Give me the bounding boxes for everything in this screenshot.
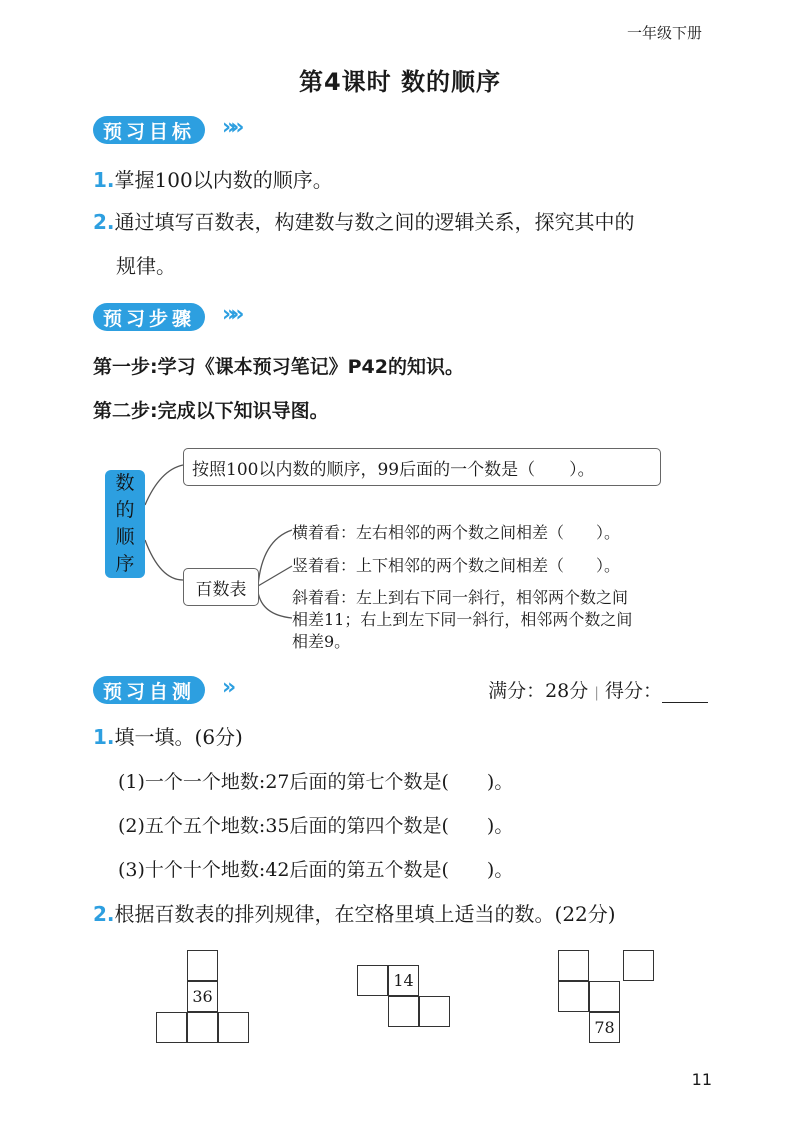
divider: | [594, 685, 599, 701]
goal-number: 1. [93, 168, 115, 192]
root-char: 顺 [115, 526, 135, 548]
mindmap-hundred-chart [183, 568, 259, 606]
question-1-item-2[interactable]: (2)五个五个地数:35后面的第四个数是( )。 [118, 815, 514, 837]
section-tag-label: 预习步骤 [103, 307, 196, 330]
grade-label: 一年级下册 [626, 24, 702, 42]
top-branch-text: 按照100以内数的顺序，99后面的一个数是（ ）。 [192, 459, 595, 480]
step-2: 第二步:完成以下知识导图。 [93, 400, 329, 422]
page-title: 第4课时 数的顺序 [298, 68, 502, 96]
section-tag-test [93, 676, 205, 704]
question-text: 填一填。(6分) [114, 725, 243, 749]
goal-text: 通过填写百数表，构建数与数之间的逻辑关系，探究其中的 [114, 210, 635, 234]
root-char: 数 [115, 472, 135, 494]
grid-cell[interactable] [156, 1012, 187, 1043]
question-number: 2. [93, 902, 115, 926]
mindmap-top-branch [183, 448, 661, 486]
hundred-chart-label: 百数表 [195, 579, 247, 600]
grid-cell-given: 36 [187, 981, 218, 1012]
mindmap-diagonal-2: 相差11；右上到左下同一斜行，相邻两个数之间 [292, 610, 633, 629]
score-blank[interactable] [662, 684, 708, 703]
grid-cell[interactable] [187, 950, 218, 981]
grid-cell-given: 14 [388, 965, 419, 996]
grid-cell[interactable] [558, 981, 589, 1012]
root-char: 的 [115, 499, 135, 521]
question-1-item-3[interactable]: (3)十个十个地数:42后面的第五个数是( )。 [118, 859, 514, 881]
grid-cell[interactable] [218, 1012, 249, 1043]
question-2 [93, 900, 616, 928]
mindmap-vertical: 竖着看：上下相邻的两个数之间相差（ ）。 [292, 556, 621, 575]
question-1-item-1[interactable]: (1)一个一个地数:27后面的第七个数是( )。 [118, 771, 514, 793]
mindmap-root [105, 470, 145, 578]
mindmap-diagonal-3: 相差9。 [292, 632, 351, 651]
chevron-right-icon: » [222, 675, 231, 700]
grid-cell[interactable] [623, 950, 654, 981]
score-area [488, 676, 708, 703]
grid-cell[interactable] [419, 996, 450, 1027]
mindmap-diagonal-1: 斜着看：左上到右下同一斜行，相邻两个数之间 [292, 588, 629, 607]
question-text: 根据百数表的排列规律，在空格里填上适当的数。(22分) [114, 902, 616, 926]
page-number: 11 [691, 1070, 712, 1089]
mindmap-horizontal: 横着看：左右相邻的两个数之间相差（ ）。 [292, 523, 621, 542]
grid-cell[interactable] [589, 981, 620, 1012]
goal-item-2-cont: 规律。 [116, 254, 176, 278]
question-1 [93, 723, 243, 751]
chevron-right-icon: »» [222, 302, 239, 327]
root-char: 序 [115, 553, 135, 575]
goal-number: 2. [93, 210, 115, 234]
grid-cell[interactable] [357, 965, 388, 996]
goal-text: 掌握100以内数的顺序。 [114, 168, 333, 192]
full-score: 满分：28分 [488, 680, 589, 702]
section-tag-label: 预习目标 [103, 120, 196, 143]
spacer [589, 1043, 620, 1074]
grid-cell-given: 78 [589, 1012, 620, 1043]
score-label: 得分： [604, 680, 662, 702]
grid-cell[interactable] [187, 1012, 218, 1043]
chevron-right-icon: »» [222, 115, 239, 140]
step-1: 第一步:学习《课本预习笔记》P42的知识。 [93, 356, 464, 378]
question-number: 1. [93, 725, 115, 749]
grid-cell[interactable] [388, 996, 419, 1027]
section-tag-label: 预习自测 [103, 680, 196, 703]
grid-cell[interactable] [558, 950, 589, 981]
